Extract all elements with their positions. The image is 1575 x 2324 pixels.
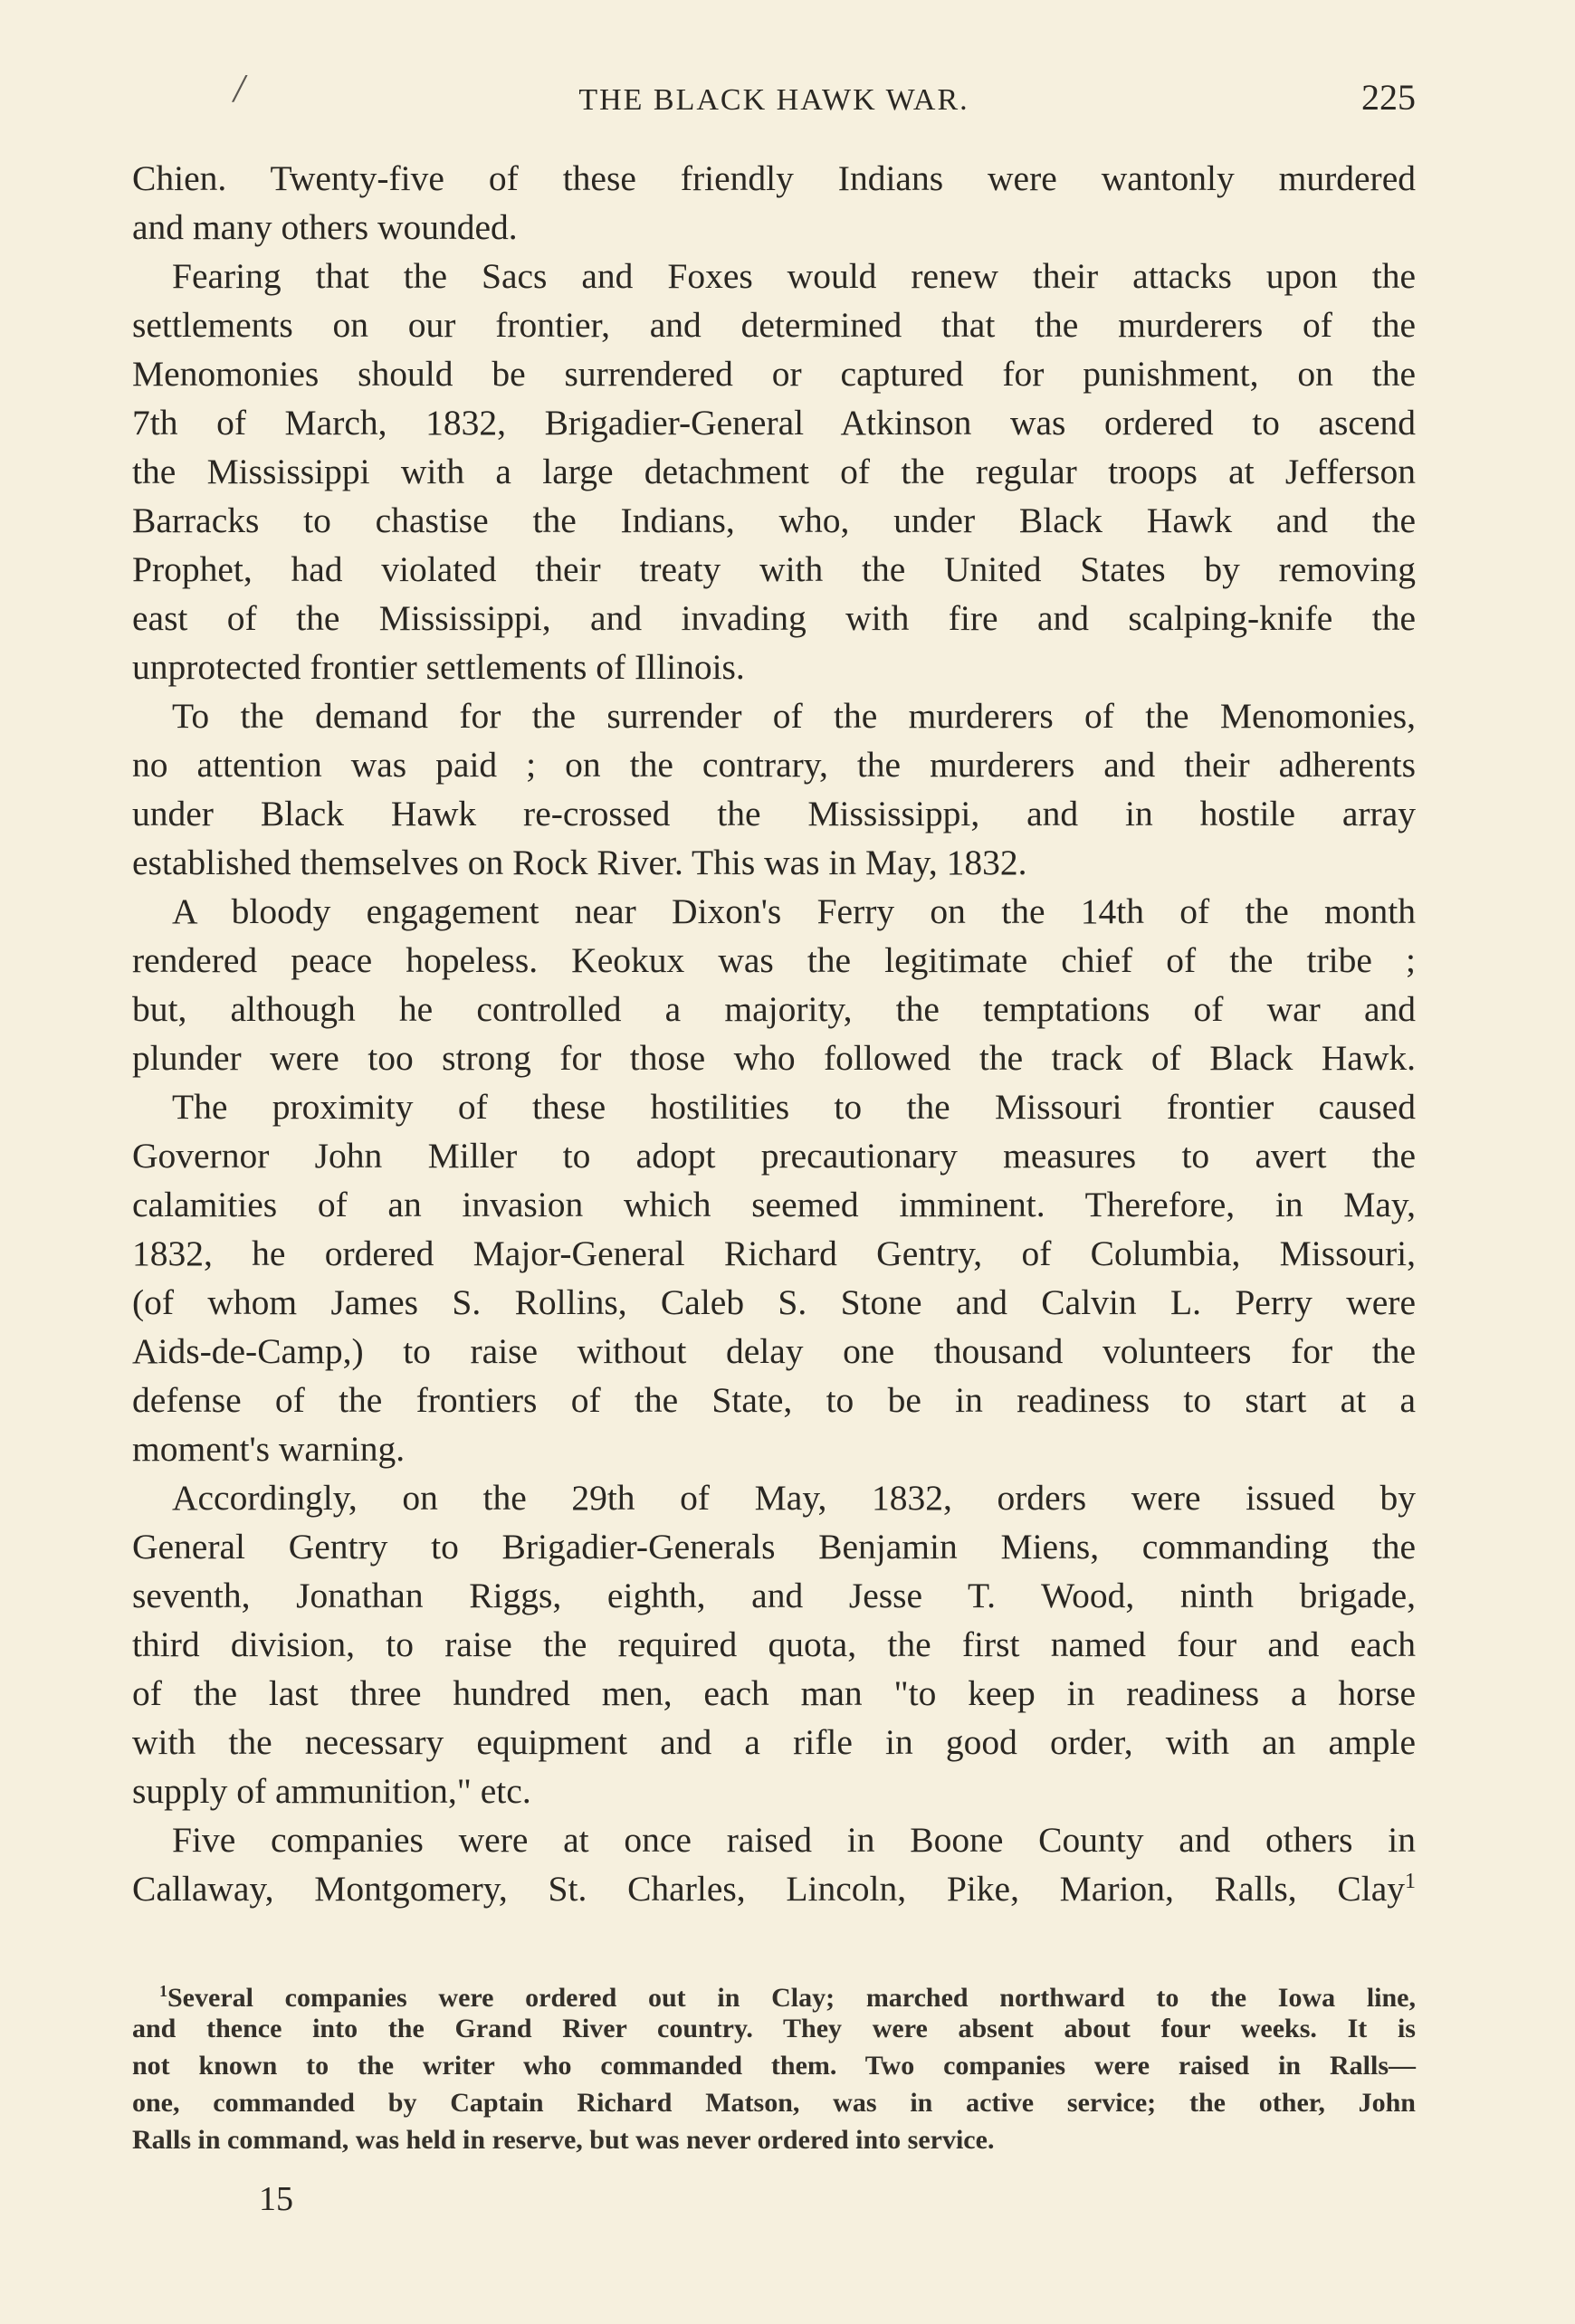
text-line: rendered peace hopeless. Keokux was the legitimate chief of the tribe ; [132,940,1416,980]
text-line-with-footnote-ref [132,1864,1416,1913]
text-line: calamities of an invasion which seemed imminent. Therefore, in May, [132,1185,1416,1224]
text-line: Callaway, Montgomery, St. Charles, Lincoln, Pike, Marion, Ralls, Clay [132,1869,1405,1909]
text-line: with the necessary equipment and a rifle in good order, with an ample [132,1722,1416,1762]
signature-mark: 15 [259,2180,293,2218]
text-line: Menomonies should be surrendered or captured for punishment, on the [132,354,1416,394]
text-line: Aids-de-Camp,) to raise without delay one thousand volunteers for the [132,1331,1416,1371]
text-line: General Gentry to Brigadier-Generals Benjamin Miens, commanding the [132,1527,1416,1567]
text-line: To the demand for the surrender of the murderers of the Menomonies, [172,696,1416,736]
text-line: seventh, Jonathan Riggs, eighth, and Jesse T. Wood, ninth brigade, [132,1576,1416,1615]
text-line: plunder were too strong for those who followed the track of Black Hawk. [132,1038,1416,1078]
running-title: THE BLACK HAWK WAR. [578,83,969,117]
text-line: the Mississippi with a large detachment of the regular troops at Jefferson [132,452,1416,491]
footnote-line: one, commanded by Captain Richard Matson, was in active service; the other, John [132,2088,1416,2118]
pencil-mark: / [234,66,245,110]
text-line: 1832, he ordered Major-General Richard Gentry, of Columbia, Missouri, [132,1233,1416,1273]
text-line: The proximity of these hostilities to the Missouri frontier caused [172,1087,1416,1127]
running-head [132,76,1416,130]
body-text [132,154,1416,1913]
text-line: Chien. Twenty-five of these friendly Indians were wantonly murdered [132,158,1416,198]
text-line: east of the Mississippi, and invading with fire and scalping-knife the [132,598,1416,638]
text-line: under Black Hawk re-crossed the Mississippi, and in hostile array [132,794,1416,833]
footnote-reference[interactable]: 1 [1405,1869,1416,1893]
footnote-line [132,1973,1416,2013]
text-line: no attention was paid ; on the contrary, the murderers and their adherents [132,745,1416,785]
text-line: but, although he controlled a majority, the temptations of war and [132,989,1416,1029]
text-line: unprotected frontier settlements of Illinois. [132,647,745,687]
text-line: established themselves on Rock River. This was in May, 1832. [132,843,1027,882]
text-line: Governor John Miller to adopt precautionary measures to avert the [132,1136,1416,1176]
text-line: settlements on our frontier, and determined that the murderers of the [132,305,1416,345]
footnote-marker: 1 [159,1982,167,2000]
text-line: Fearing that the Sacs and Foxes would renew their attacks upon the [172,256,1416,296]
text-line: defense of the frontiers of the State, to be in readiness to start at a [132,1380,1416,1420]
footnote-line: Ralls in command, was held in reserve, but was never ordered into service. [132,2125,995,2155]
text-line: of the last three hundred men, each man "to keep in readiness a horse [132,1673,1416,1713]
text-line: and many others wounded. [132,207,518,247]
text-line: Five companies were at once raised in Boone County and others in [172,1820,1416,1860]
footnote-line: and thence into the Grand River country. They were absent about four weeks. It is [132,2014,1416,2043]
text-line: Accordingly, on the 29th of May, 1832, orders were issued by [172,1478,1416,1518]
text-line: 7th of March, 1832, Brigadier-General Atkinson was ordered to ascend [132,403,1416,443]
text-line: Barracks to chastise the Indians, who, under Black Hawk and the [132,500,1416,540]
text-line: Prophet, had violated their treaty with the United States by removing [132,549,1416,589]
text-line: A bloody engagement near Dixon's Ferry on the 14th of the month [172,891,1416,931]
footnote-line: not known to the writer who commanded them. Two companies were raised in Ralls— [132,2051,1416,2081]
text-line: (of whom James S. Rollins, Caleb S. Stone and Calvin L. Perry were [132,1282,1416,1322]
text-line: supply of ammunition," etc. [132,1771,531,1811]
footnote-text: Several companies were ordered out in Clay; marched northward to the Iowa line, [167,1983,1416,2013]
page-number: 225 [1361,77,1416,118]
text-line: third division, to raise the required quota, the first named four and each [132,1624,1416,1664]
text-line: moment's warning. [132,1429,406,1469]
footnote [132,1973,1416,2158]
